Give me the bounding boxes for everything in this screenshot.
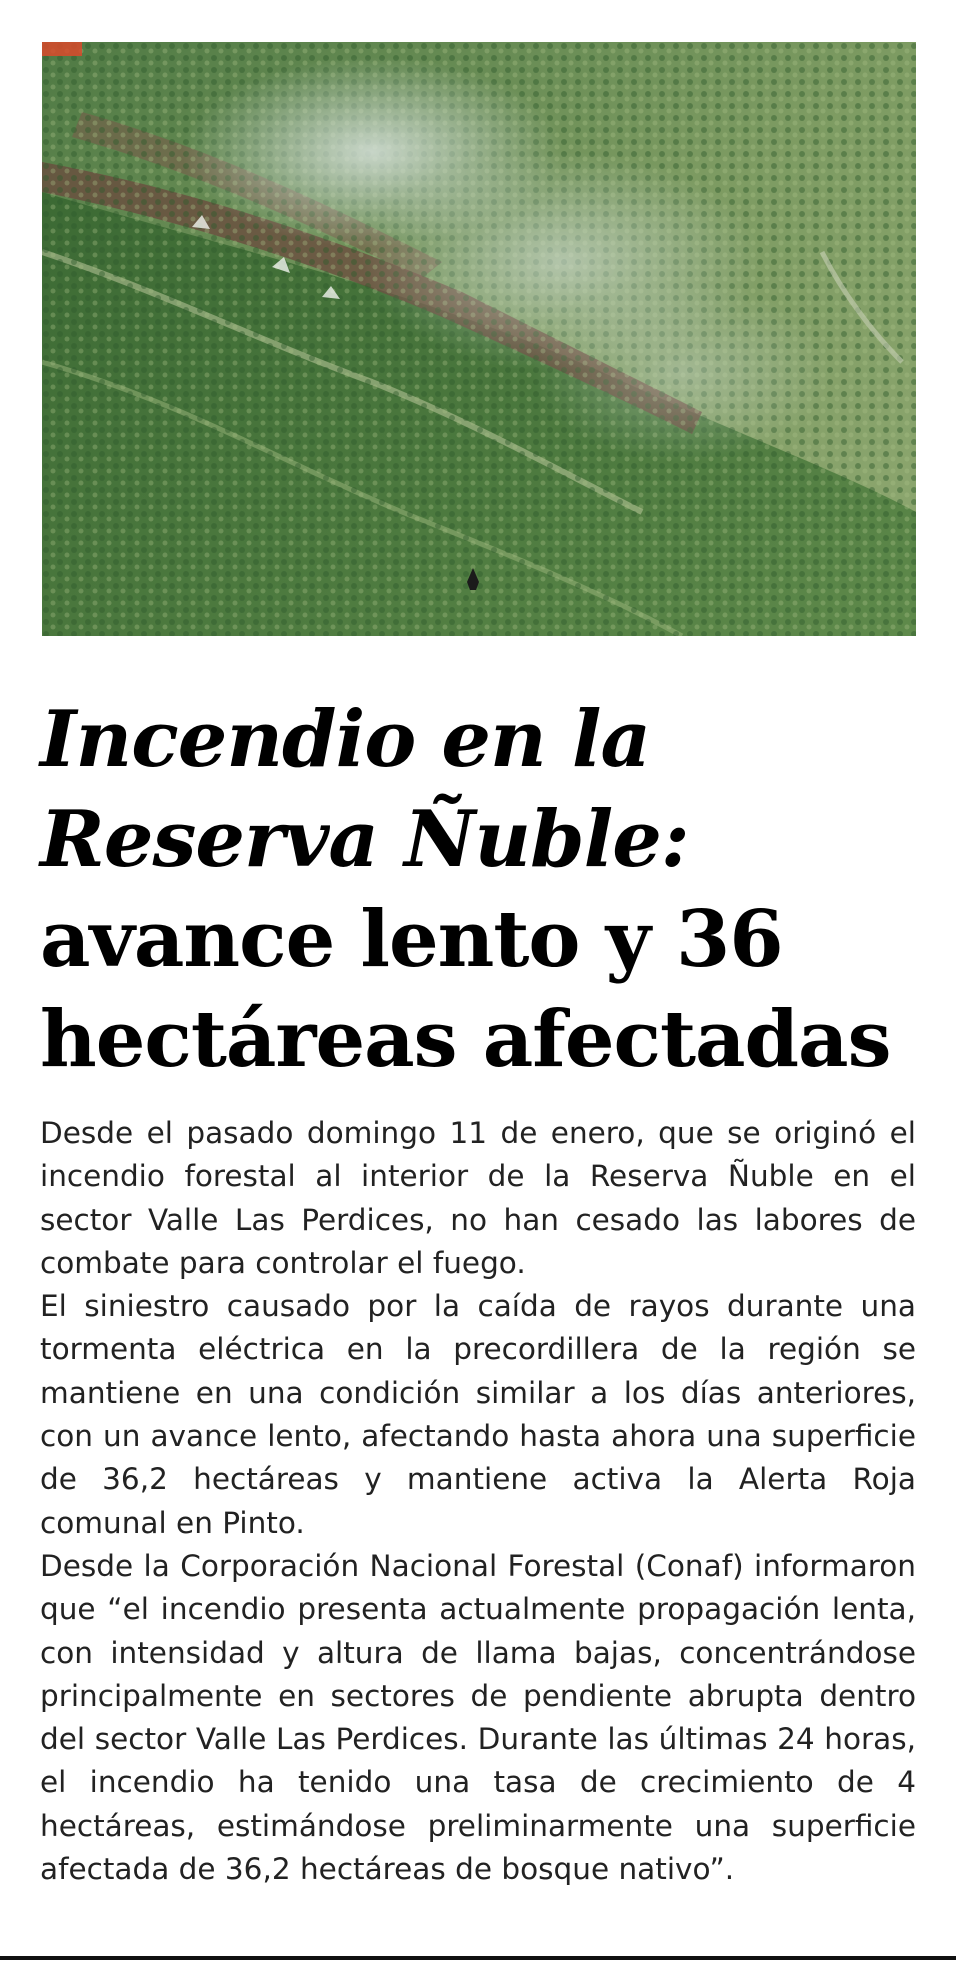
body-paragraph: Desde el pasado domingo 11 de enero, que se originó el incendio forestal al interior de la Reserva Ñuble en el sector Valle Las Perdices, no han cesado las labores de combate para controlar el fuego. (40, 1116, 916, 1280)
headline-line: Reserva Ñuble: (40, 794, 689, 885)
headline-line: hectáreas afectadas (40, 994, 891, 1085)
article-headline (40, 690, 920, 1090)
body-paragraph: El siniestro causado por la caída de rayos durante una tormenta eléctrica en la precordillera de la región se mantiene en una condición similar a los días anteriores, con un avance lento, afectando hasta ahora una superficie de 36,2 hectáreas y mantiene activa la Alerta Roja comunal en Pinto. (40, 1289, 916, 1540)
bottom-divider (0, 1956, 956, 1960)
aerial-forest-fire-photo-icon (42, 42, 916, 636)
headline-line: Incendio en la (40, 694, 651, 785)
article-photo (42, 42, 916, 636)
article-body (40, 1112, 916, 1891)
headline-line: avance lento y 36 (40, 894, 783, 985)
body-paragraph: Desde la Corporación Nacional Forestal (Conaf) informaron que “el incendio presenta actualmente propagación lenta, con intensidad y altura de llama bajas, concentrándose principalmente en sectores de pendiente abrupta dentro del sector Valle Las Perdices. Durante las últimas 24 horas, el incendio ha tenido una tasa de crecimiento de 4 hectáreas, estimándose preliminarmente una superficie afectada de 36,2 hectáreas de bosque nativo”. (40, 1548, 916, 1887)
